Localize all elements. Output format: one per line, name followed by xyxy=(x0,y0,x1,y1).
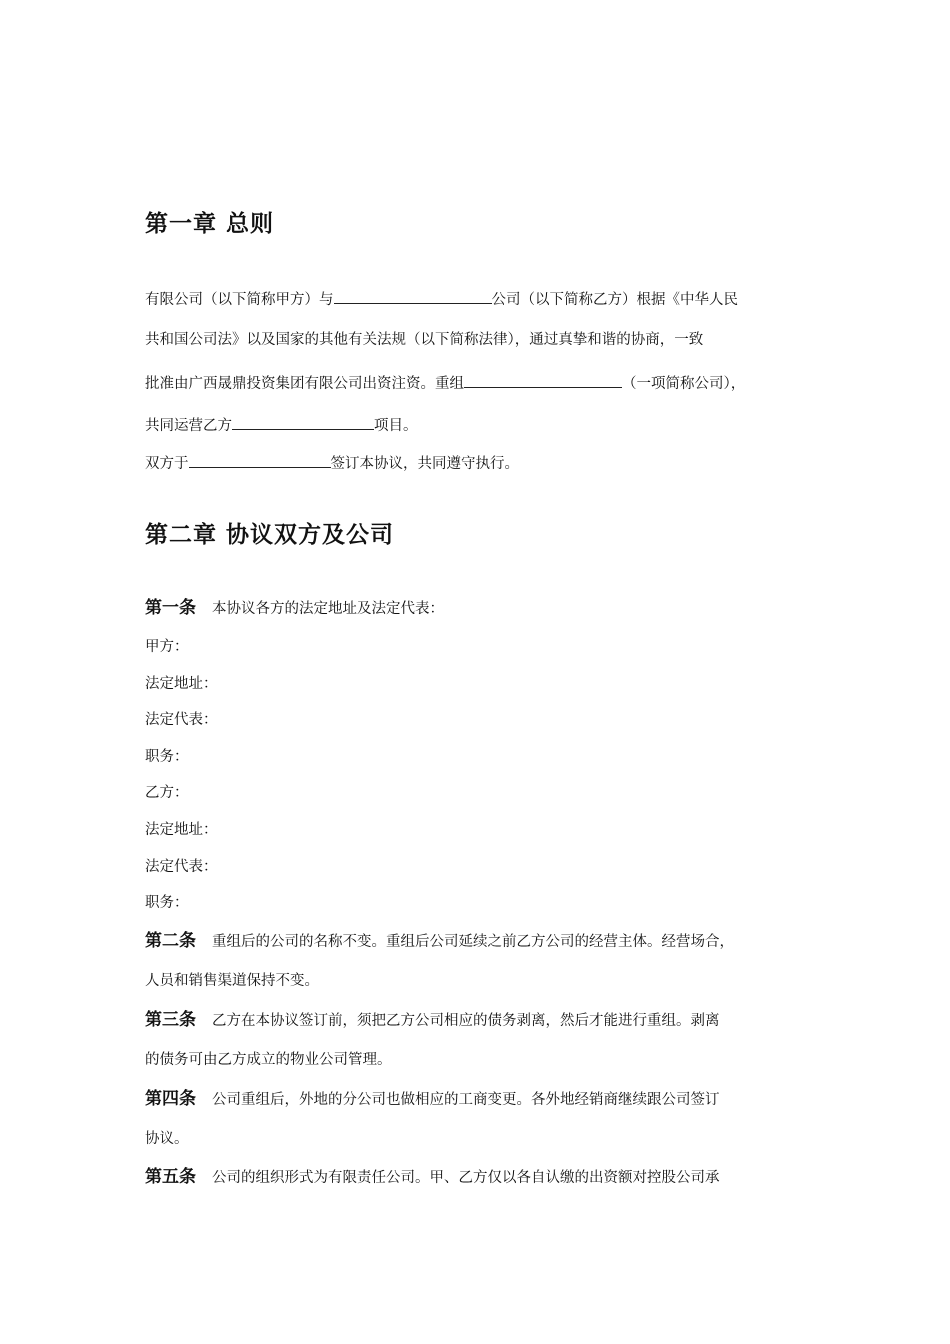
chapter-1-line-1 xyxy=(145,288,738,310)
party-b-representative: 法定代表： xyxy=(145,859,218,875)
article-2-cont: 人员和销售渠道保持不变。 xyxy=(145,973,319,989)
article-text: 乙方在本协议签订前，须把乙方公司相应的债务剥离，然后才能进行重组。剥离 xyxy=(212,1013,720,1029)
party-b-name: 乙方： xyxy=(145,785,189,801)
article-label: 第一条 xyxy=(145,598,196,618)
party-b-position: 职务： xyxy=(145,895,189,911)
text-segment: 共同运营乙方 xyxy=(145,418,232,434)
article-label: 第五条 xyxy=(145,1167,196,1187)
chapter-1-line-2: 共和国公司法》以及国家的其他有关法规（以下简称法律），通过真挚和谐的协商，一致 xyxy=(145,332,704,348)
article-2 xyxy=(145,931,734,952)
article-3 xyxy=(145,1010,720,1031)
chapter-1-line-5 xyxy=(145,452,519,474)
article-4 xyxy=(145,1089,720,1110)
party-a-representative: 法定代表： xyxy=(145,712,218,728)
chapter-2-title: 第二章 协议双方及公司 xyxy=(145,522,395,548)
text-segment: 公司（以下简称乙方）根据《中华人民 xyxy=(491,292,738,308)
chapter-1-title: 第一章 总则 xyxy=(145,211,275,237)
article-label: 第二条 xyxy=(145,931,196,951)
fill-blank xyxy=(232,414,374,430)
text-segment: （一项简称公司）， xyxy=(622,376,746,392)
party-a-position: 职务： xyxy=(145,749,189,765)
article-text: 重组后的公司的名称不变。重组后公司延续之前乙方公司的经营主体。经营场合， xyxy=(212,934,734,950)
party-a-address: 法定地址： xyxy=(145,676,218,692)
fill-blank xyxy=(464,372,622,388)
party-a-name: 甲方： xyxy=(145,639,189,655)
text-segment: 批准由广西晟鼎投资集团有限公司出资注资。重组 xyxy=(145,376,464,392)
text-segment: 双方于 xyxy=(145,456,189,472)
article-text: 公司的组织形式为有限责任公司。甲、乙方仅以各自认缴的出资额对控股公司承 xyxy=(212,1170,720,1186)
article-1 xyxy=(145,598,444,619)
article-text: 公司重组后，外地的分公司也做相应的工商变更。各外地经销商继续跟公司签订 xyxy=(212,1092,720,1108)
article-label: 第四条 xyxy=(145,1089,196,1109)
fill-blank xyxy=(334,288,492,304)
article-4-cont: 协议。 xyxy=(145,1131,189,1147)
article-3-cont: 的债务可由乙方成立的物业公司管理。 xyxy=(145,1052,392,1068)
article-label: 第三条 xyxy=(145,1010,196,1030)
article-5 xyxy=(145,1167,720,1188)
article-text: 本协议各方的法定地址及法定代表： xyxy=(212,601,444,617)
chapter-1-line-3 xyxy=(145,372,745,394)
text-segment: 项目。 xyxy=(374,418,418,434)
text-segment: 签订本协议，共同遵守执行。 xyxy=(330,456,519,472)
party-b-address: 法定地址： xyxy=(145,822,218,838)
text-segment: 有限公司（以下简称甲方）与 xyxy=(145,292,334,308)
fill-blank xyxy=(189,452,331,468)
chapter-1-line-4 xyxy=(145,414,418,436)
